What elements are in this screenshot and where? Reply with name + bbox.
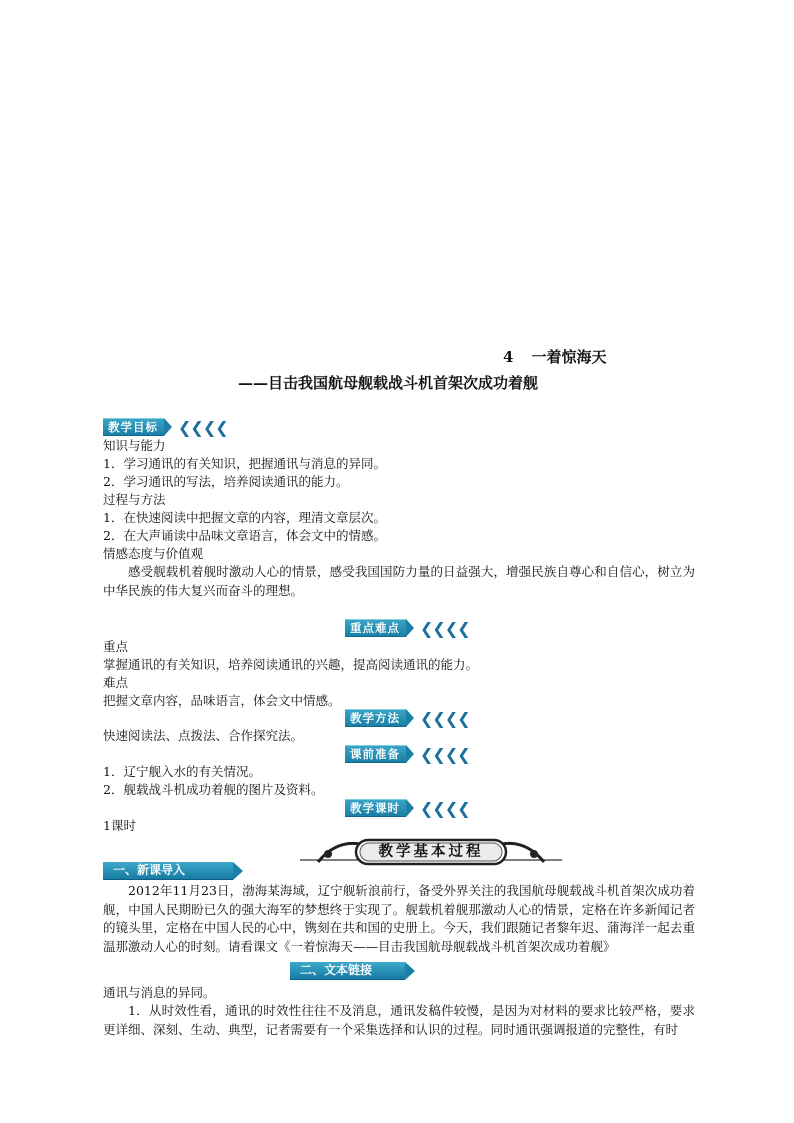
keypoints-item: 把握文章内容，品味语言，体会文中情感。 [103,693,341,708]
objectives-item: 1．在快速阅读中把握文章的内容，理清文章层次。 [103,510,386,525]
prep-banner [345,745,470,763]
objectives-banner-label: 教学目标 [103,418,164,436]
prep-item: 2．舰载战斗机成功着舰的图片及资料。 [103,782,324,797]
chevrons-icon: ❮❮❮❮ [420,618,470,638]
hours-banner-label: 教学课时 [345,799,406,817]
keypoints-heading-key: 重点 [103,639,129,654]
lesson-number: 4 [503,348,514,366]
lesson-title [503,346,606,367]
hours-item: 1课时 [103,818,136,833]
keypoints-banner [345,619,470,637]
keypoints-heading-difficult: 难点 [103,675,129,690]
objectives-heading-attitude: 情感态度与价值观 [103,546,204,561]
text-link-heading: 通讯与消息的异同。 [103,985,216,1000]
objectives-banner [103,418,228,436]
step-text-link-header: 二、文本链接 [290,962,405,980]
methods-banner [345,709,470,727]
step-intro-header: 一、新课导入 [103,862,233,880]
prep-banner-label: 课前准备 [345,745,406,763]
chevrons-icon: ❮❮❮❮ [420,744,470,764]
chevrons-icon: ❮❮❮❮ [420,708,470,728]
prep-item: 1．辽宁舰入水的有关情况。 [103,764,261,779]
objectives-item: 2．学习通讯的写法，培养阅读通讯的能力。 [103,474,349,489]
objectives-item: 1．学习通讯的有关知识，把握通讯与消息的异同。 [103,456,386,471]
objectives-heading-knowledge: 知识与能力 [103,438,166,453]
lesson-subtitle: ——目击我国航母舰载战斗机首架次成功着舰 [238,374,539,392]
keypoints-item: 掌握通讯的有关知识，培养阅读通讯的兴趣，提高阅读通讯的能力。 [103,657,479,672]
chevrons-icon: ❮❮❮❮ [420,798,470,818]
process-ribbon-label: 教学基本过程 [378,844,484,860]
lesson-main-title: 一着惊海天 [531,348,607,366]
methods-banner-label: 教学方法 [345,709,406,727]
hours-banner [345,799,470,817]
intro-paragraph: 2012年11月23日，渤海某海域，辽宁舰斩浪前行，备受外界关注的我国航母舰载战斗机首架次成功着舰，中国人民期盼已久的强大海军的梦想终于实现了。舰载机着舰那激动人心的情景，定格在许多新闻记者的镜头里，定格在中国人民的心中，镌刻在共和国的史册上。今天，我们跟随记者黎年迟、蒲海洋一起去重温那激动人心的时刻。请看课文《一着惊海天——目击我国航母舰载战斗机首架次成功着舰》 [103,883,695,954]
objectives-item: 2．在大声诵读中品味文章语言，体会文中的情感。 [103,528,386,543]
keypoints-banner-label: 重点难点 [345,619,406,637]
process-ribbon [300,836,562,868]
objectives-heading-process: 过程与方法 [103,492,166,507]
text-link-paragraph: 1．从时效性看，通讯的时效性往往不及消息，通讯发稿件较慢，是因为对材料的要求比较严格，要求更详细、深刻、生动、典型，记者需要有一个采集选择和认识的过程。同时通讯强调报道的完整性，有时 [103,1003,695,1037]
methods-item: 快速阅读法、点拨法、合作探究法。 [103,728,304,743]
objectives-paragraph: 感受舰载机着舰时激动人心的情景，感受我国国防力量的日益强大，增强民族自尊心和自信心，树立为中华民族的伟大复兴而奋斗的理想。 [103,564,695,598]
chevrons-icon: ❮❮❮❮ [178,417,228,437]
